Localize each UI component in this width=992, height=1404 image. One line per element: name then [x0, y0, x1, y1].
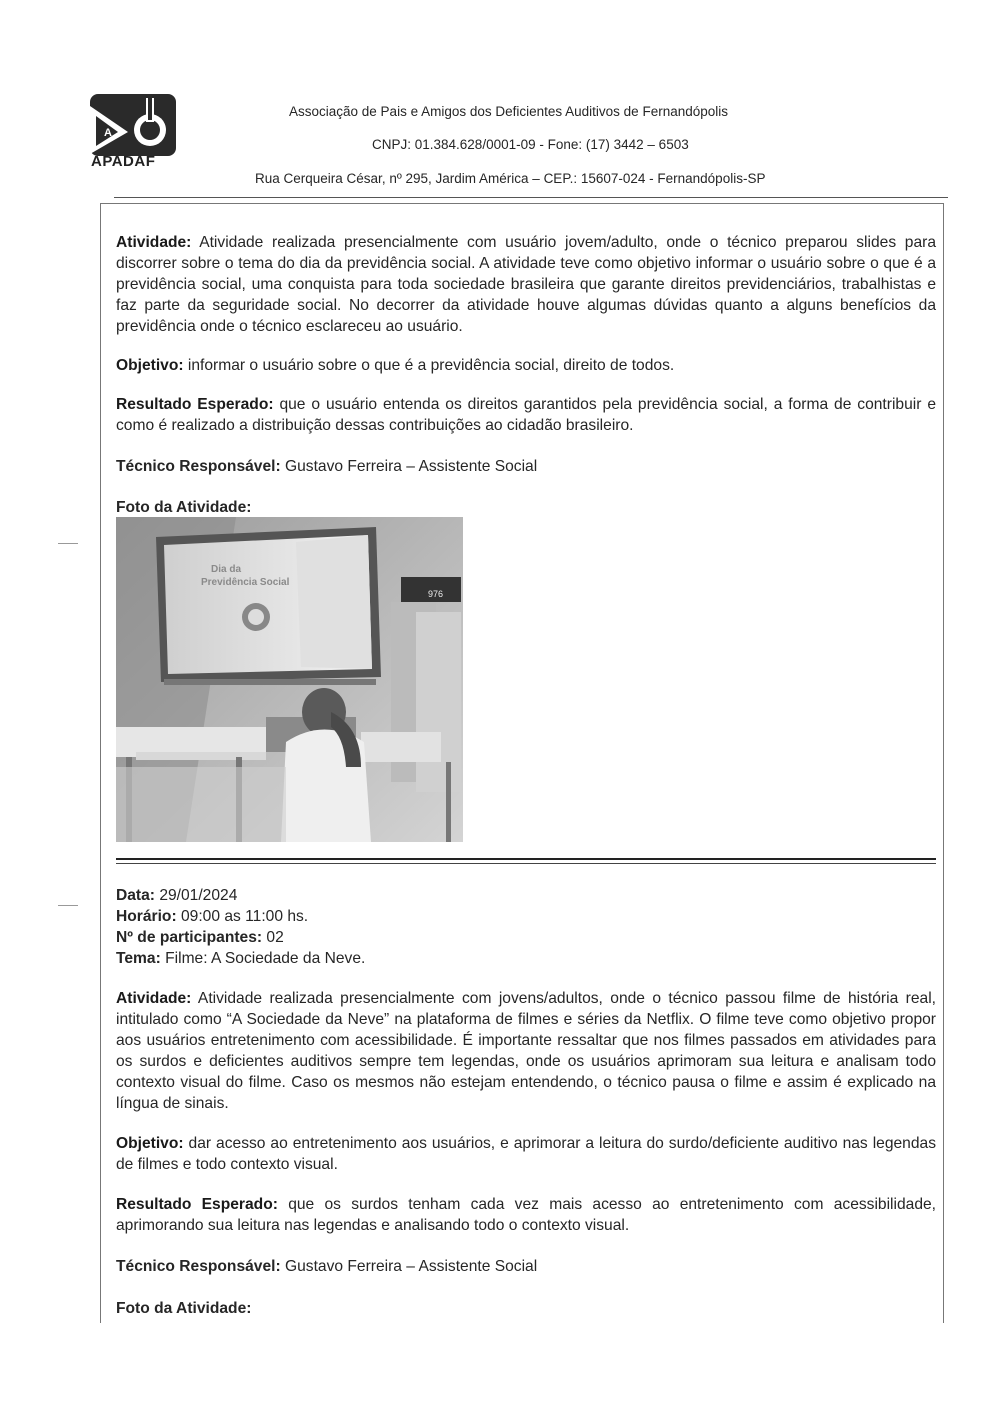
- atividade-label: Atividade:: [116, 990, 192, 1007]
- activity2-date: [116, 885, 237, 906]
- activity1-description: [116, 232, 936, 337]
- objetivo-text: informar o usuário sobre o que é a previdência social, direito de todos.: [183, 357, 675, 374]
- resultado-label: Resultado Esperado:: [116, 1196, 278, 1213]
- objetivo-label: Objetivo:: [116, 1135, 184, 1152]
- activity2-expected-result: [116, 1194, 936, 1236]
- activity2-technician: [116, 1256, 537, 1277]
- tecnico-label: Técnico Responsável:: [116, 458, 281, 475]
- org-name: Associação de Pais e Amigos dos Deficientes Auditivos de Fernandópolis: [289, 104, 729, 119]
- clock-digits: 976: [428, 589, 444, 599]
- objetivo-label: Objetivo:: [116, 357, 184, 374]
- atividade-text: Atividade realizada presencialmente com usuário jovem/adulto, onde o técnico preparou slides para discorrer sobre o tema do dia da previdência social. A atividade teve como objetivo informar o usuário sobre o que é a previdência social, uma conquista para toda sociedade brasileira que garante direitos previdenciários, trabalhistas e faz parte da seguridade social. No decorrer da atividade houve algumas dúvidas quanto a alguns benefícios da previdência onde o técnico esclareceu ao usuário.: [116, 234, 936, 335]
- margin-mark: [58, 905, 78, 906]
- tema-label: Tema:: [116, 950, 161, 967]
- resultado-text: que os surdos tenham cada vez mais acesso ao entretenimento com acessibilidade, aprimorando sua leitura nas legendas e analisando todo o contexto visual.: [116, 1196, 937, 1234]
- atividade-text: Atividade realizada presencialmente com jovens/adultos, onde o técnico passou filme de história real, intitulado como “A Sociedade da Neve” na plataforma de filmes e séries da Netflix. O filme teve como objetivo propor aos usuários entretenimento com acessibilidade. É importante ressaltar que nos filmes passados em atividades para os surdos e deficientes auditivos sempre tem legendas, onde os usuários aprimoram sua leitura e analisam todo contexto visual do filme. Caso os mesmos não estejam entendendo, o técnico pausa o filme e assim é explicado na língua de sinais.: [116, 990, 936, 1112]
- letterhead: [0, 0, 992, 200]
- activity1-technician: [116, 456, 537, 477]
- activity2-theme: [116, 948, 365, 969]
- activity2-time: [116, 906, 308, 927]
- section-separator: [116, 858, 936, 860]
- activity1-photo-label: [116, 497, 251, 518]
- frame-right-border: [943, 203, 944, 1323]
- participantes-value: 02: [262, 929, 284, 946]
- cnpj-phone: CNPJ: 01.384.628/0001-09 - Fone: (17) 3442 – 6503: [372, 137, 689, 152]
- logo-text: APADAF: [91, 153, 156, 170]
- horario-value: 09:00 as 11:00 hs.: [176, 908, 309, 925]
- atividade-label: Atividade:: [116, 234, 192, 251]
- slide-title-2: Previdência Social: [201, 577, 290, 588]
- resultado-label: Resultado Esperado:: [116, 396, 274, 413]
- logo-letter: A: [104, 127, 112, 139]
- tecnico-text: Gustavo Ferreira – Assistente Social: [280, 458, 538, 475]
- data-value: 29/01/2024: [155, 887, 238, 904]
- margin-mark: [58, 543, 78, 544]
- activity2-description: [116, 988, 936, 1114]
- activity1-objective: [116, 355, 936, 376]
- participantes-label: Nº de participantes:: [116, 929, 263, 946]
- classroom-photo: [116, 517, 463, 842]
- frame-left-border: [100, 203, 101, 1323]
- tecnico-label: Técnico Responsável:: [116, 1258, 281, 1275]
- header-rule: [114, 197, 948, 198]
- foto-label: Foto da Atividade:: [116, 499, 252, 516]
- slide-title-1: Dia da: [211, 564, 242, 575]
- frame-top-border: [100, 203, 944, 204]
- activity2-objective: [116, 1133, 936, 1175]
- activity-photo: [116, 517, 463, 842]
- activity2-participants: [116, 927, 284, 948]
- activity1-expected-result: [116, 394, 936, 436]
- tema-value: Filme: A Sociedade da Neve.: [160, 950, 366, 967]
- address: Rua Cerqueira César, nº 295, Jardim América – CEP.: 15607-024 - Fernandópolis-SP: [255, 171, 766, 186]
- tecnico-text: Gustavo Ferreira – Assistente Social: [280, 1258, 538, 1275]
- resultado-text: que o usuário entenda os direitos garantidos pela previdência social, a forma de contribuir e como é realizado a distribuição dessas contribuições ao cidadão brasileiro.: [116, 396, 936, 434]
- data-label: Data:: [116, 887, 155, 904]
- foto-label: Foto da Atividade:: [116, 1300, 252, 1317]
- section-separator-thin: [116, 863, 936, 864]
- activity2-photo-label: [116, 1298, 251, 1319]
- horario-label: Horário:: [116, 908, 177, 925]
- objetivo-text: dar acesso ao entretenimento aos usuários, e aprimorar a leitura do surdo/deficiente auditivo nas legendas de filmes e todo contexto visual.: [116, 1135, 936, 1173]
